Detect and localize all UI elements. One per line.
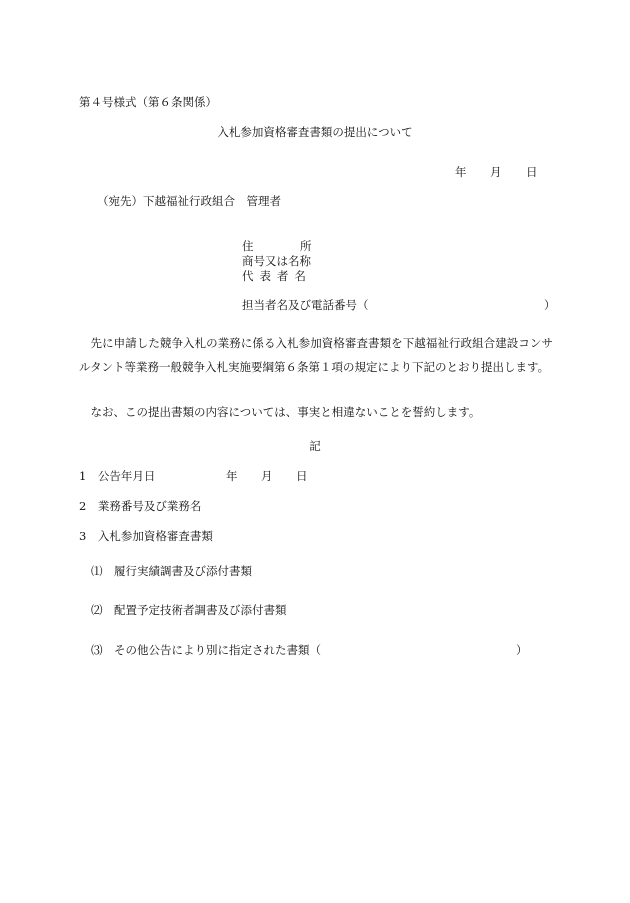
contact-label: 担当者名及び電話番号（: [242, 298, 369, 312]
addressee: （宛先）下越福祉行政組合 管理者: [97, 194, 281, 208]
item1-label: 1 公告年月日: [79, 469, 156, 483]
address-label-a: 住: [242, 239, 254, 253]
representative-label: 代 表 者 名: [242, 269, 308, 283]
item1-day: 日: [296, 469, 308, 483]
date-line: [0, 165, 630, 179]
form-number: 第４号様式（第６条関係）: [79, 95, 217, 109]
pledge-paragraph: [79, 405, 480, 419]
contact-close-paren: ）: [544, 298, 556, 312]
subitem-other-close-paren: ）: [516, 643, 528, 657]
subitem-engineer-record: ⑵ 配置予定技術者調書及び添付書類: [91, 603, 287, 617]
item-qualification-docs: 3 入札参加資格審査書類: [79, 529, 213, 543]
address-label-b: 所: [300, 239, 312, 253]
date-year-label: 年: [455, 165, 467, 179]
body-paragraph: 先に申請した競争入札の業務に係る入札参加資格審査書類を下越福祉行政組合建設コンサルタント等業務一般競争入札実施要綱第６条第１項の規定により下記のとおり提出します。: [79, 336, 553, 374]
item-notice-date: [79, 469, 379, 483]
date-day-label: 日: [526, 165, 538, 179]
document-title: 入札参加資格審査書類の提出について: [217, 125, 413, 139]
item-business-number: 2 業務番号及び業務名: [79, 499, 202, 513]
item1-year: 年: [226, 469, 238, 483]
ki-heading: 記: [309, 439, 321, 453]
pledge-text: なお、この提出書類の内容については、事実と相違ないことを誓約します。: [90, 405, 481, 419]
date-month-label: 月: [490, 165, 502, 179]
item1-month: 月: [261, 469, 273, 483]
subitem-other-docs: ⑶ その他公告により別に指定された書類（: [91, 643, 321, 657]
subitem-performance-record: ⑴ 履行実績調書及び添付書類: [91, 564, 252, 578]
trade-name-label: 商号又は名称: [242, 254, 311, 268]
address-label: [242, 239, 312, 253]
